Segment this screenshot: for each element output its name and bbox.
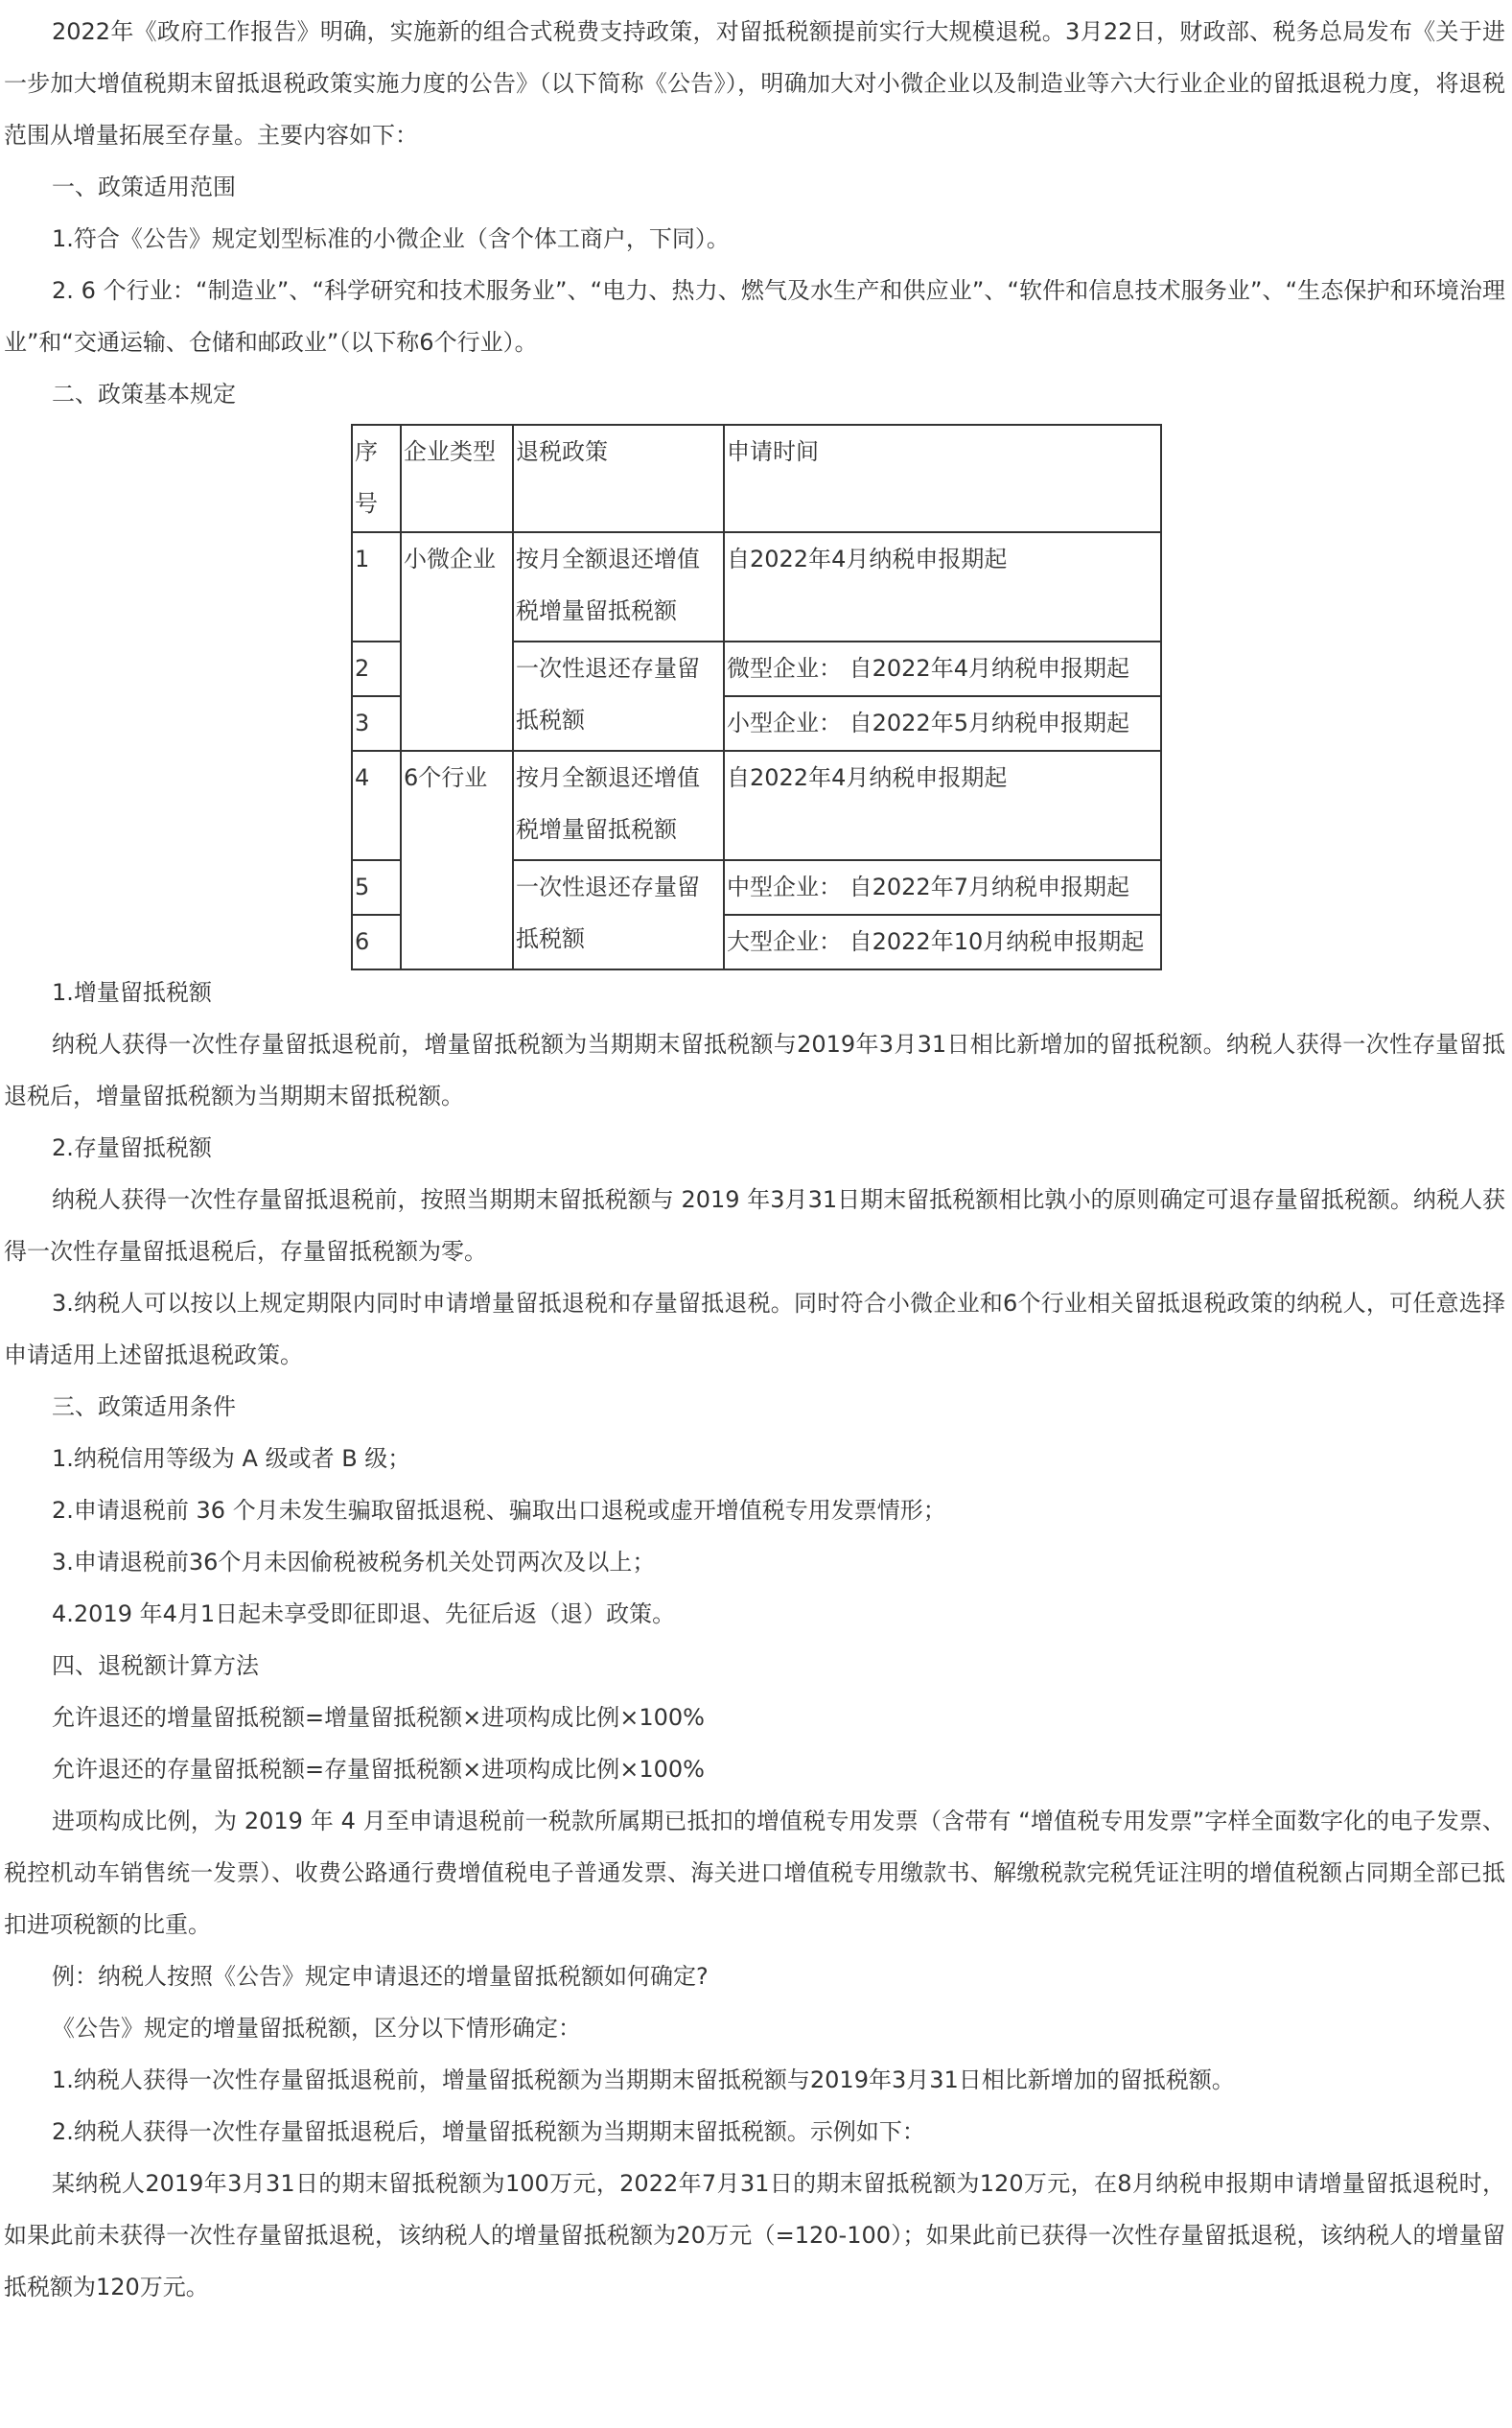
condition-item-3: 3.申请退税前36个月未因偷税被税务机关处罚两次及以上；	[52, 1549, 656, 1576]
table-header-row	[352, 425, 1161, 532]
policy-table-wrapper	[4, 420, 1505, 967]
section-heading-rules: 二、政策基本规定	[52, 381, 236, 408]
row-no: 3	[352, 696, 401, 751]
row-no: 6	[352, 915, 401, 969]
example-case-1: 1.纳税人获得一次性存量留抵退税前，增量留抵税额为当期期末留抵税额与2019年3月31日相比新增加的留抵税额。	[52, 2066, 1235, 2093]
scope-item-1: 1.符合《公告》规定划型标准的小微企业（含个体工商户，下同）。	[52, 225, 730, 252]
policy-table	[351, 424, 1162, 970]
condition-item-1: 1.纳税信用等级为 A 级或者 B 级；	[52, 1445, 411, 1472]
row-policy: 一次性退还存量留抵税额	[513, 860, 724, 969]
header-time: 申请时间	[724, 425, 1161, 532]
row-time: 自2022年4月纳税申报期起	[724, 532, 1161, 642]
formula-stock: 允许退还的存量留抵税额=存量留抵税额×进项构成比例×100%	[52, 1756, 705, 1783]
intro-paragraph: 2022年《政府工作报告》明确，实施新的组合式税费支持政策，对留抵税额提前实行大规模退税。3月22日，财政部、税务总局发布《关于进一步加大增值税期末留抵退税政策实施力度的公告》（以下简称《公告》），明确加大对小微企业以及制造业等六大行业企业的留抵退税力度，将退税范围从增量拓展至存量。主要内容如下：	[4, 18, 1505, 149]
example-question: 例：纳税人按照《公告》规定申请退还的增量留抵税额如何确定?	[52, 1963, 709, 1990]
row-no: 2	[352, 642, 401, 696]
row-policy: 按月全额退还增值税增量留抵税额	[513, 532, 724, 642]
example-illustration: 某纳税人2019年3月31日的期末留抵税额为100万元，2022年7月31日的期末留抵税额为120万元，在8月纳税申报期申请增量留抵退税时，如果此前未获得一次性存量留抵退税，该纳税人的增量留抵税额为20万元（=120-100）；如果此前已获得一次性存量留抵退税，该纳税人的增量留抵税额为120万元。	[4, 2170, 1505, 2300]
example-intro: 《公告》规定的增量留抵税额，区分以下情形确定：	[52, 2015, 581, 2042]
row-type: 6个行业	[401, 751, 513, 969]
condition-item-2: 2.申请退税前 36 个月未发生骗取留抵退税、骗取出口退税或虚开增值税专用发票情形；	[52, 1497, 946, 1524]
ratio-definition-paragraph: 进项构成比例，为 2019 年 4 月至申请退税前一税款所属期已抵扣的增值税专用发票（含带有 “增值税专用发票”字样全面数字化的电子发票、税控机动车销售统一发票）、收费公路通行费增值税电子普通发票、海关进口增值税专用缴款书、解缴税款完税凭证注明的增值税额占同期全部已抵扣进项税额的比重。	[4, 1808, 1505, 1938]
row-type: 小微企业	[401, 532, 513, 751]
row-policy: 一次性退还存量留抵税额	[513, 642, 724, 751]
header-type: 企业类型	[401, 425, 513, 532]
row-policy: 按月全额退还增值税增量留抵税额	[513, 751, 724, 860]
row-time: 大型企业： 自2022年10月纳税申报期起	[724, 915, 1161, 969]
header-no: 序号	[352, 425, 401, 532]
section-heading-scope: 一、政策适用范围	[52, 174, 236, 200]
condition-item-4: 4.2019 年4月1日起未享受即征即退、先征后返（退）政策。	[52, 1600, 676, 1627]
row-time: 微型企业： 自2022年4月纳税申报期起	[724, 642, 1161, 696]
incremental-paragraph: 纳税人获得一次性存量留抵退税前，增量留抵税额为当期期末留抵税额与2019年3月31日相比新增加的留抵税额。纳税人获得一次性存量留抵退税后，增量留抵税额为当期期末留抵税额。	[4, 1031, 1505, 1109]
scope-item-2: 2. 6 个行业：“制造业”、“科学研究和技术服务业”、“电力、热力、燃气及水生产和供应业”、“软件和信息技术服务业”、“生态保护和环境治理业”和“交通运输、仓储和邮政业”（以下称6个行业）。	[4, 277, 1505, 356]
subheading-incremental: 1.增量留抵税额	[52, 979, 212, 1006]
table-row	[352, 532, 1161, 642]
row-time: 小型企业： 自2022年5月纳税申报期起	[724, 696, 1161, 751]
page-bottom-spacer	[4, 2313, 1505, 2428]
section-heading-calculation: 四、退税额计算方法	[52, 1652, 259, 1679]
header-policy: 退税政策	[513, 425, 724, 532]
simultaneous-paragraph: 3.纳税人可以按以上规定期限内同时申请增量留抵退税和存量留抵退税。同时符合小微企业和6个行业相关留抵退税政策的纳税人，可任意选择申请适用上述留抵退税政策。	[4, 1290, 1505, 1368]
row-no: 1	[352, 532, 401, 642]
table-row	[352, 751, 1161, 860]
row-no: 5	[352, 860, 401, 915]
example-case-2: 2.纳税人获得一次性存量留抵退税后，增量留抵税额为当期期末留抵税额。示例如下：	[52, 2118, 925, 2145]
subheading-stock: 2.存量留抵税额	[52, 1134, 212, 1161]
row-time: 自2022年4月纳税申报期起	[724, 751, 1161, 860]
row-no: 4	[352, 751, 401, 860]
row-time: 中型企业： 自2022年7月纳税申报期起	[724, 860, 1161, 915]
section-heading-conditions: 三、政策适用条件	[52, 1393, 236, 1420]
formula-incremental: 允许退还的增量留抵税额=增量留抵税额×进项构成比例×100%	[52, 1704, 705, 1731]
stock-paragraph: 纳税人获得一次性存量留抵退税前，按照当期期末留抵税额与 2019 年3月31日期末留抵税额相比孰小的原则确定可退存量留抵税额。纳税人获得一次性存量留抵退税后，存量留抵税额为零。	[4, 1186, 1505, 1265]
